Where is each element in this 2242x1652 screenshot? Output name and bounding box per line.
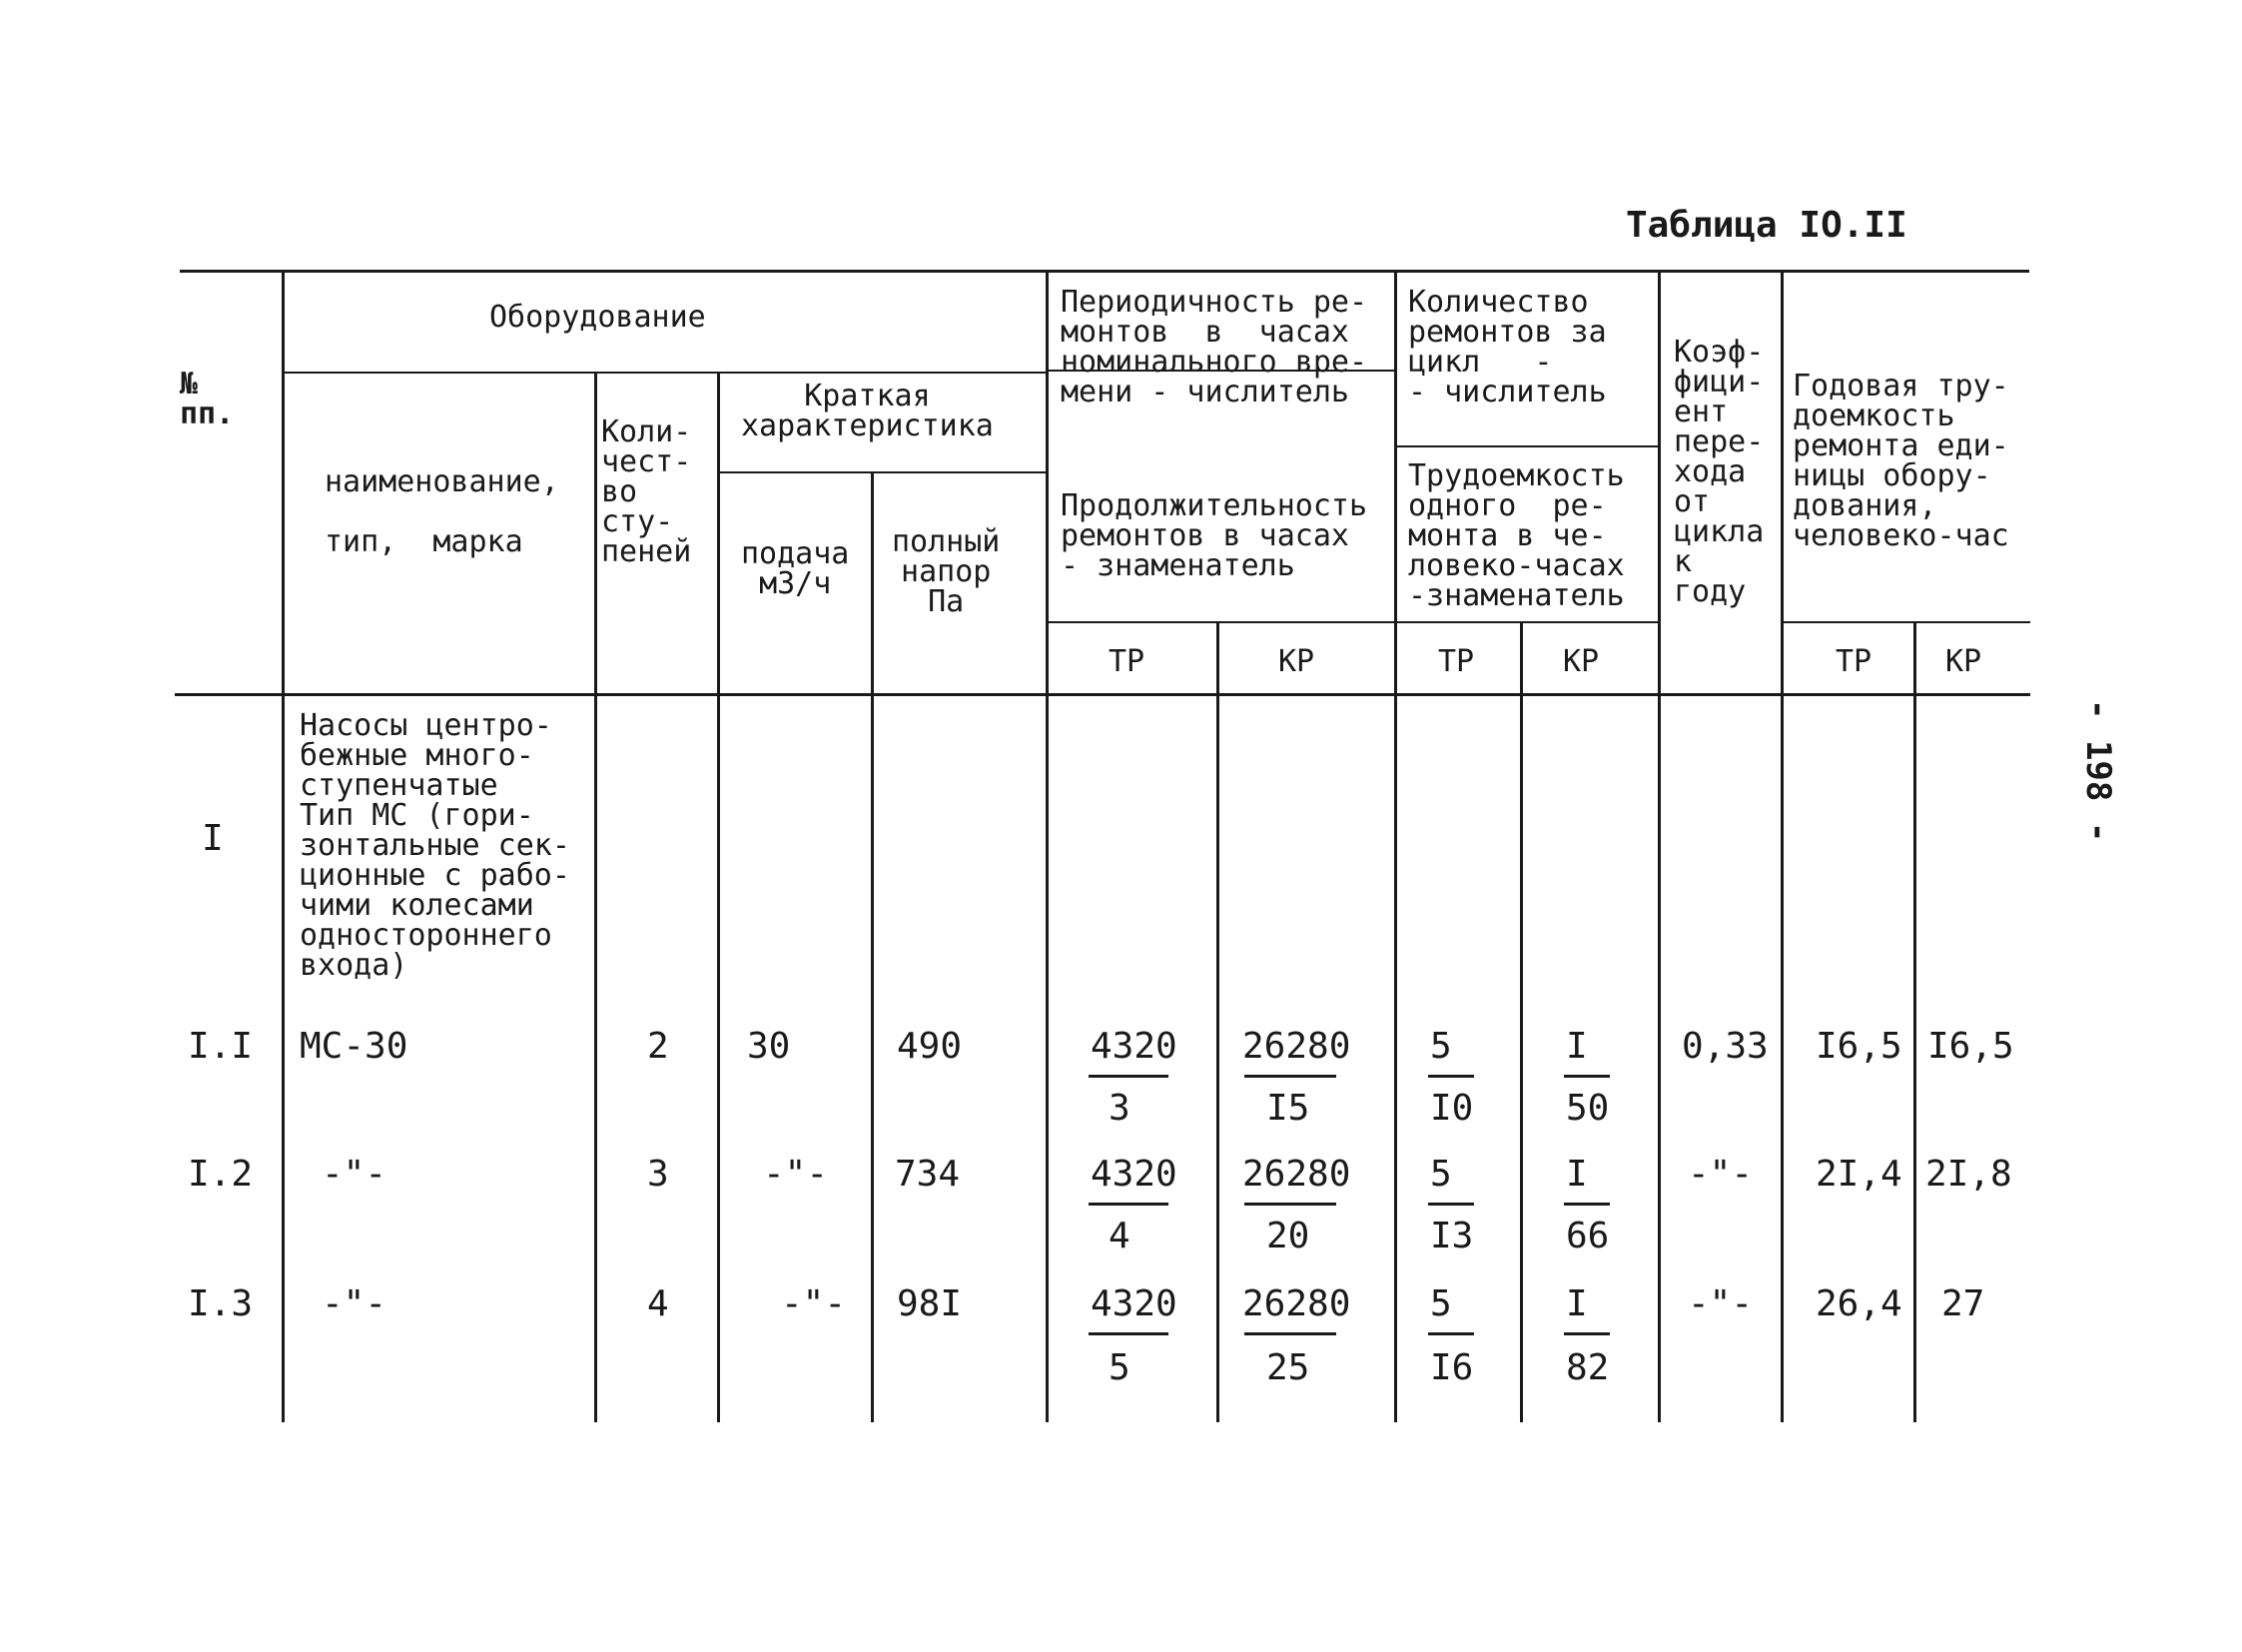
row-annual-tr: 2I,4 <box>1816 1154 1902 1195</box>
fraction-bar <box>1428 1203 1474 1206</box>
header-labor-one: Трудоемкость одного ре- монта в че- ловеко-часах -знаменатель <box>1408 458 1625 613</box>
page-number: - 198 - <box>2078 699 2118 843</box>
row-annual-tr: I6,5 <box>1816 1026 1902 1067</box>
row-duration-kr: I5 <box>1266 1088 1310 1129</box>
row-flow: 30 <box>747 1026 791 1067</box>
row-labor-kr: 50 <box>1566 1088 1610 1129</box>
header-name: наименование, тип, марка <box>325 464 559 559</box>
row-coef: -"- <box>1688 1283 1754 1324</box>
group-name: Насосы центро- бежные много- ступенчатые Тип МС (гори- зонтальные сек- ционные с рабо- чими колесами одностороннего входа) <box>300 708 570 983</box>
row-annual-kr: 27 <box>1941 1283 1985 1324</box>
header-equipment: Оборудование <box>489 300 706 335</box>
row-period-kr: 26280 <box>1242 1154 1351 1195</box>
row-name: -"- <box>322 1154 387 1195</box>
row-number: I.I <box>188 1026 254 1067</box>
header-brief: Краткая характеристика <box>741 379 994 443</box>
fraction-bar <box>1564 1203 1610 1206</box>
row-head: 490 <box>897 1026 963 1067</box>
header-duration: Продолжительность ремонтов в часах - знаменатель <box>1061 488 1368 583</box>
row-number: I.3 <box>188 1283 254 1324</box>
fraction-bar <box>1244 1075 1336 1078</box>
row-coef: -"- <box>1688 1154 1754 1195</box>
row-labor-tr: I3 <box>1430 1216 1474 1256</box>
header-flow: подача м3/ч <box>741 536 850 601</box>
row-labor-tr: I6 <box>1430 1347 1474 1388</box>
row-count-kr: I <box>1566 1026 1588 1067</box>
header-annual-kr: КР <box>1945 644 1982 679</box>
row-period-kr: 26280 <box>1242 1026 1351 1067</box>
header-stages: Коли- чест- во сту- пеней <box>601 414 692 569</box>
row-count-tr: 5 <box>1430 1026 1452 1067</box>
row-annual-tr: 26,4 <box>1816 1283 1902 1324</box>
fraction-bar <box>1244 1332 1336 1335</box>
header-head: полный напор Па <box>892 524 1001 619</box>
row-count-kr: I <box>1566 1154 1588 1195</box>
header-period-kr: КР <box>1278 644 1315 679</box>
row-name: МС-30 <box>300 1026 408 1067</box>
row-duration-kr: 20 <box>1266 1216 1310 1256</box>
fraction-bar <box>1089 1203 1168 1206</box>
row-coef: 0,33 <box>1682 1026 1769 1067</box>
row-stages: 3 <box>647 1154 669 1195</box>
row-duration-kr: 25 <box>1266 1347 1310 1388</box>
row-period-tr: 4320 <box>1091 1026 1177 1067</box>
row-duration-tr: 4 <box>1109 1216 1130 1256</box>
row-stages: 2 <box>647 1026 669 1067</box>
fraction-bar <box>1564 1332 1610 1335</box>
row-period-tr: 4320 <box>1091 1154 1177 1195</box>
header-annual-tr: ТР <box>1836 644 1872 679</box>
fraction-bar <box>1428 1332 1474 1335</box>
row-head: 98I <box>897 1283 963 1324</box>
row-head: 734 <box>895 1154 961 1195</box>
row-flow: -"- <box>781 1283 847 1324</box>
row-count-tr: 5 <box>1430 1283 1452 1324</box>
row-period-tr: 4320 <box>1091 1283 1177 1324</box>
header-count: Количество ремонтов за цикл - - числитель <box>1408 285 1607 410</box>
row-flow: -"- <box>763 1154 829 1195</box>
row-period-kr: 26280 <box>1242 1283 1351 1324</box>
header-annual: Годовая тру- доемкость ремонта еди- ницы обору- дования, человеко-час <box>1793 369 2009 553</box>
header-count-kr: КР <box>1563 644 1600 679</box>
row-annual-kr: I6,5 <box>1927 1026 2014 1067</box>
row-annual-kr: 2I,8 <box>1925 1154 2012 1195</box>
header-count-tr: ТР <box>1438 644 1475 679</box>
header-period-tr: ТР <box>1109 644 1145 679</box>
row-stages: 4 <box>647 1283 669 1324</box>
fraction-bar <box>1428 1075 1474 1078</box>
group-number: I <box>202 818 224 859</box>
row-duration-tr: 5 <box>1109 1347 1130 1388</box>
header-coef: Коэф- фици- ент пере- хода от цикла к году <box>1674 335 1765 609</box>
row-name: -"- <box>322 1283 387 1324</box>
row-count-tr: 5 <box>1430 1154 1452 1195</box>
header-periodicity: Периодичность ре- монтов в часах номинального вре- мени - числитель <box>1061 285 1368 410</box>
row-labor-tr: I0 <box>1430 1088 1474 1129</box>
row-number: I.2 <box>188 1154 254 1195</box>
header-number: № пп. <box>180 367 235 431</box>
fraction-bar <box>1089 1332 1168 1335</box>
row-count-kr: I <box>1566 1283 1588 1324</box>
fraction-bar <box>1089 1075 1168 1078</box>
fraction-bar <box>1564 1075 1610 1078</box>
fraction-bar <box>1244 1203 1336 1206</box>
table-title: Таблица IO.II <box>1626 205 1907 246</box>
row-duration-tr: 3 <box>1109 1088 1130 1129</box>
row-labor-kr: 82 <box>1566 1347 1610 1388</box>
row-labor-kr: 66 <box>1566 1216 1610 1256</box>
